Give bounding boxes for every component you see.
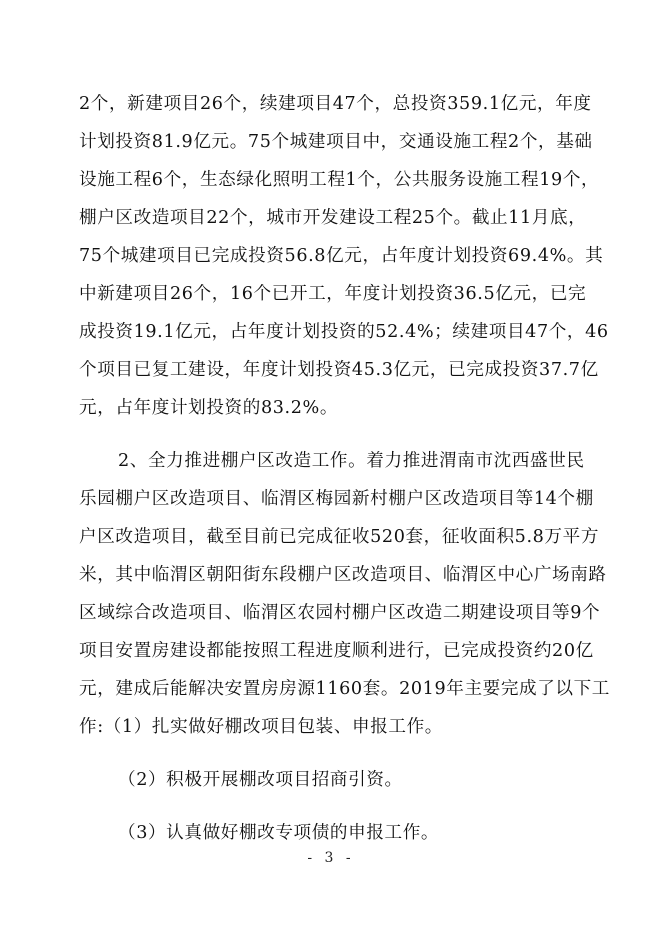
paragraph-1-line-4: 棚户区改造项目22个，城市开发建设工程25个。截止11月底， <box>79 208 587 228</box>
paragraph-2-line-3: 户区改造项目，截至目前已完成征收520套，征收面积5.8万平方 <box>79 527 600 547</box>
paragraph-1-line-5: 75个城建项目已完成投资56.8亿元，占年度计划投资69.4%。其 <box>79 246 604 266</box>
paragraph-1-line-3: 设施工程6个，生态绿化照明工程1个，公共服务设施工程19个， <box>79 170 600 190</box>
paragraph-2-line-6: 项目安置房建设都能按照工程进度顺利进行，已完成投资约20亿 <box>79 641 594 661</box>
list-item-2: （2）积极开展棚改项目招商引资。 <box>118 770 403 790</box>
paragraph-2-line-8: 作:（1）扎实做好棚改项目包装、申报工作。 <box>79 717 444 737</box>
page-number: - 3 - <box>307 850 355 866</box>
paragraph-2-line-7: 元，建成后能解决安置房房源1160套。2019年主要完成了以下工 <box>79 679 611 699</box>
paragraph-2-line-1: 2、全力推进棚户区改造工作。着力推进渭南市沈西盛世民 <box>118 451 585 471</box>
paragraph-1-line-6: 中新建项目26个，16个已开工，年度计划投资36.5亿元，已完 <box>79 284 587 304</box>
paragraph-2-line-5: 区域综合改造项目、临渭区农园村棚户区改造二期建设项目等9个 <box>79 603 601 623</box>
paragraph-1-line-2: 计划投资81.9亿元。75个城建项目中，交通设施工程2个，基础 <box>79 132 593 152</box>
paragraph-1-line-8: 个项目已复工建设，年度计划投资45.3亿元，已完成投资37.7亿 <box>79 360 599 380</box>
paragraph-1-line-7: 成投资19.1亿元，占年度计划投资的52.4%；续建项目47个，46 <box>79 322 609 342</box>
paragraph-1-line-9: 元，占年度计划投资的83.2%。 <box>79 398 339 418</box>
list-item-3: （3）认真做好棚改专项债的申报工作。 <box>118 823 440 843</box>
paragraph-2-line-4: 米，其中临渭区朝阳街东段棚户区改造项目、临渭区中心广场南路 <box>79 565 607 585</box>
paragraph-1-line-1: 2个，新建项目26个，续建项目47个，总投资359.1亿元，年度 <box>79 94 592 114</box>
paragraph-2-line-2: 乐园棚户区改造项目、临渭区梅园新村棚户区改造项目等14个棚 <box>79 489 594 509</box>
